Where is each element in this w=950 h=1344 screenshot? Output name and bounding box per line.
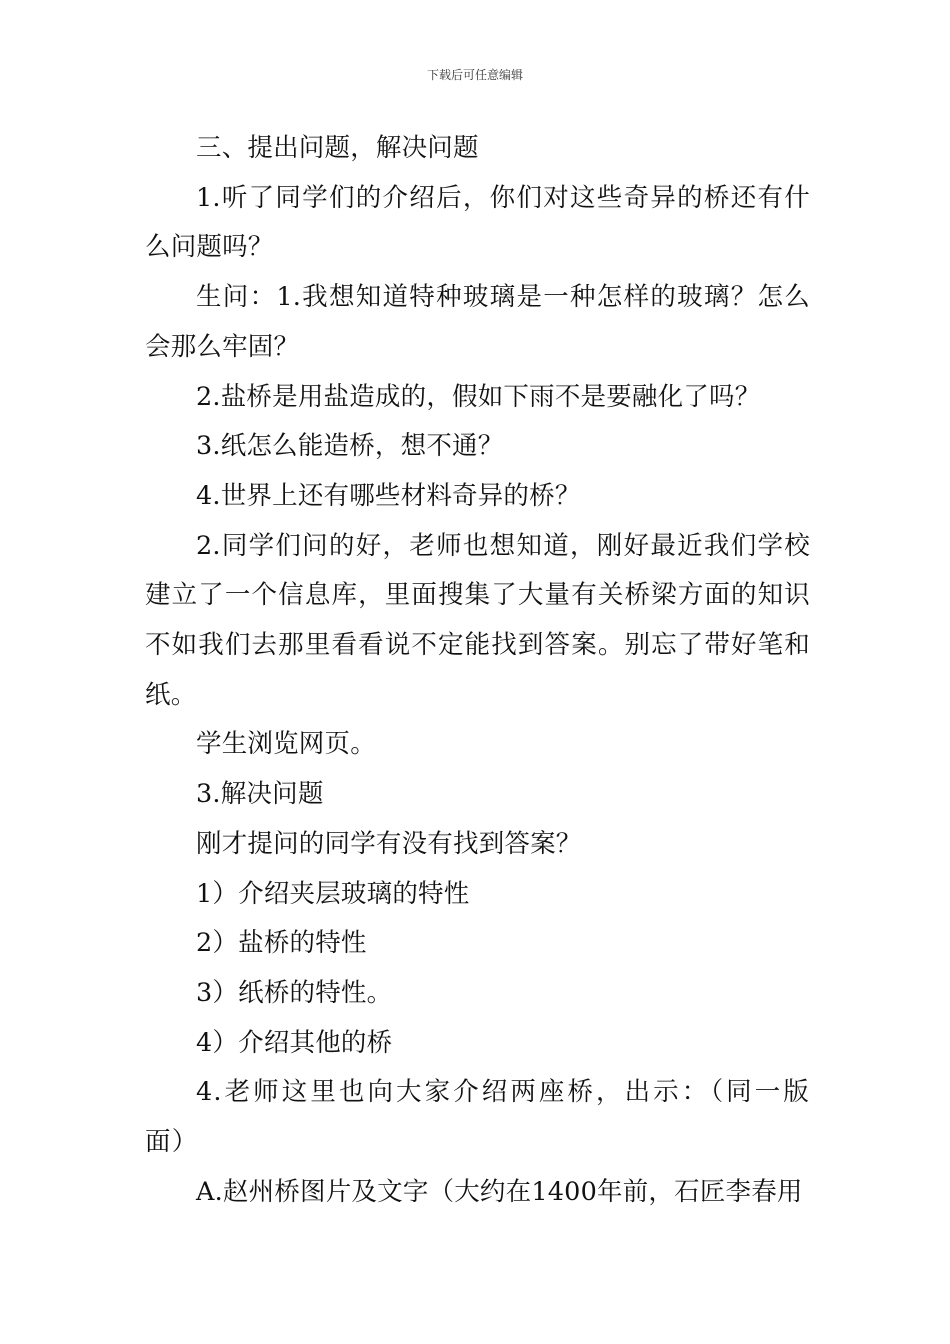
paragraph-zhaozhou-bridge: A.赵州桥图片及文字（大约在1400年前，石匠李春用 (196, 1176, 803, 1207)
paragraph-question-prompt: 1.听了同学们的介绍后，你们对这些奇异的桥还有什么问题吗？ (145, 182, 810, 263)
list-item-salt-bridge: 2）盐桥的特性 (196, 928, 367, 959)
section-heading: 三、提出问题，解决问题 (196, 133, 479, 163)
paragraph-teacher-response: 2.同学们问的好，老师也想知道，刚好最近我们学校建立了一个信息库，里面搜集了大量有关桥梁方面的知识不如我们去那里看看说不定能找到答案。别忘了带好笔和纸。 (145, 530, 810, 710)
paragraph-student-question-3: 3.纸怎么能造桥，想不通？ (196, 431, 504, 462)
paragraph-solve-heading: 3.解决问题 (196, 779, 324, 810)
list-item-paper-bridge: 3）纸桥的特性。 (196, 977, 393, 1008)
document-body (145, 124, 810, 1217)
paragraph-teacher-introduce: 4.老师这里也向大家介绍两座桥，出示：（同一版面） (145, 1077, 810, 1158)
list-item-other-bridges: 4）介绍其他的桥 (196, 1027, 393, 1058)
paragraph-found-answer: 刚才提问的同学有没有找到答案？ (196, 828, 582, 859)
paragraph-browse-web: 学生浏览网页。 (196, 729, 376, 760)
page-header: 下载后可任意编辑 (426, 68, 523, 82)
paragraph-student-question-4: 4.世界上还有哪些材料奇异的桥？ (196, 480, 581, 511)
paragraph-student-question-2: 2.盐桥是用盐造成的，假如下雨不是要融化了吗？ (196, 381, 761, 412)
paragraph-student-question-1: 生问：1.我想知道特种玻璃是一种怎样的玻璃？怎么会那么牢固？ (145, 282, 810, 362)
list-item-laminated-glass: 1）介绍夹层玻璃的特性 (196, 878, 470, 909)
